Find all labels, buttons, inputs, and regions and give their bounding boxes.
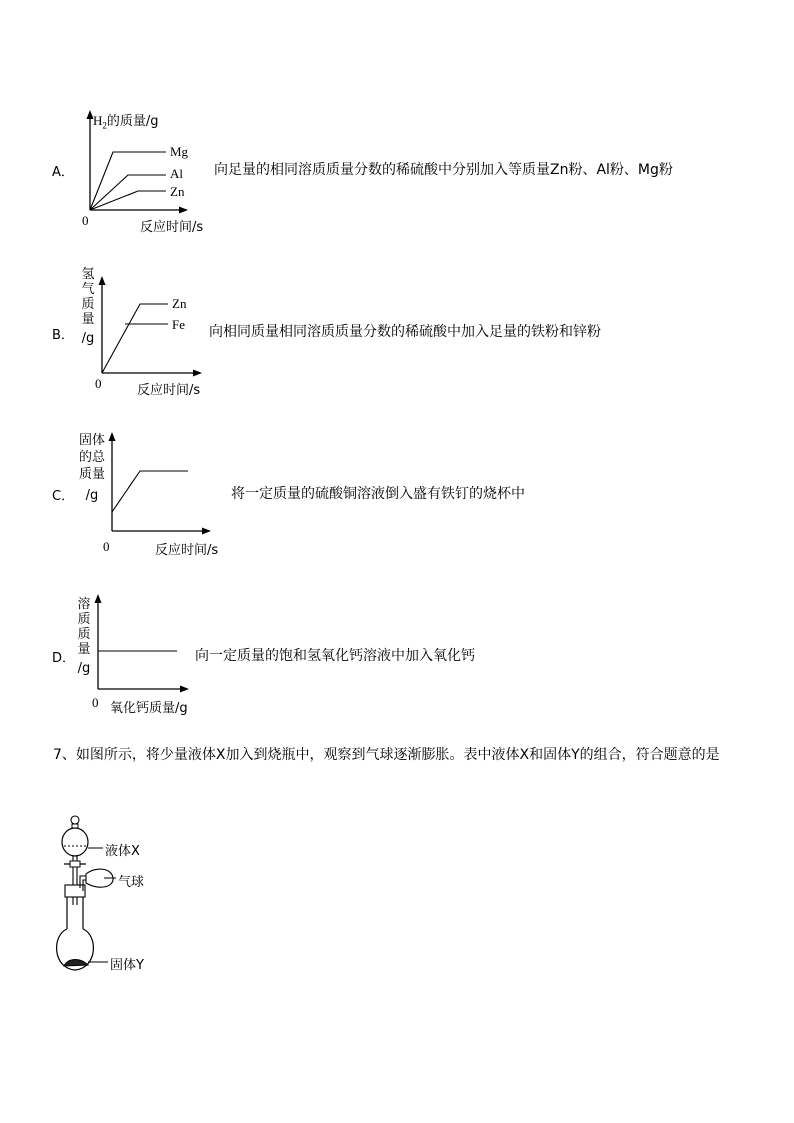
option-d-x-label: 氧化钙质量/g	[110, 701, 188, 716]
label-liquid-x: 液体X	[105, 844, 140, 859]
option-a-description: 向足量的相同溶质质量分数的稀硫酸中分别加入等质量Zn粉、Al粉、Mg粉	[214, 162, 673, 178]
option-b-description: 向相同质量相同溶质质量分数的稀硫酸中加入足量的铁粉和锌粉	[209, 324, 601, 340]
option-a-series-al: Al	[170, 166, 183, 181]
option-d-y-label: 溶 质 质 量 /g	[77, 597, 91, 676]
option-c-y-label: 固体 的总 质量 /g	[78, 433, 105, 503]
label-solid-y: 固体Y	[110, 958, 144, 973]
option-a-letter: A．	[52, 165, 74, 180]
question-7-text: 7、如图所示，将少量液体X加入到烧瓶中，观察到气球逐渐膨胀。表中液体X和固体Y的组合，符合题意的是	[53, 747, 720, 763]
option-a-origin: 0	[82, 213, 89, 228]
option-c-x-label: 反应时间/s	[155, 543, 219, 558]
option-b-series-fe: Fe	[172, 317, 185, 332]
option-a-series-mg: Mg	[170, 144, 189, 159]
option-c-letter: C．	[52, 489, 75, 504]
label-balloon: 气球	[118, 875, 145, 890]
option-a-x-label: 反应时间/s	[140, 220, 204, 235]
option-d-letter: D．	[52, 651, 76, 666]
option-c-description: 将一定质量的硫酸铜溶液倒入盛有铁钉的烧杯中	[231, 486, 525, 502]
option-c-origin: 0	[103, 539, 110, 554]
option-a-series-zn: Zn	[170, 184, 185, 199]
option-a-y-label: $H_2$的质量/g	[93, 113, 159, 131]
option-b-y-label: 氢 气 质 量 /g	[81, 267, 95, 346]
option-b-series-zn: Zn	[172, 296, 187, 311]
option-b-x-label: 反应时间/s	[137, 383, 201, 398]
option-d-origin: 0	[92, 695, 99, 710]
option-b-letter: B．	[52, 328, 74, 343]
option-d-description: 向一定质量的饱和氢氧化钙溶液中加入氧化钙	[195, 648, 475, 664]
option-b-origin: 0	[95, 376, 102, 391]
